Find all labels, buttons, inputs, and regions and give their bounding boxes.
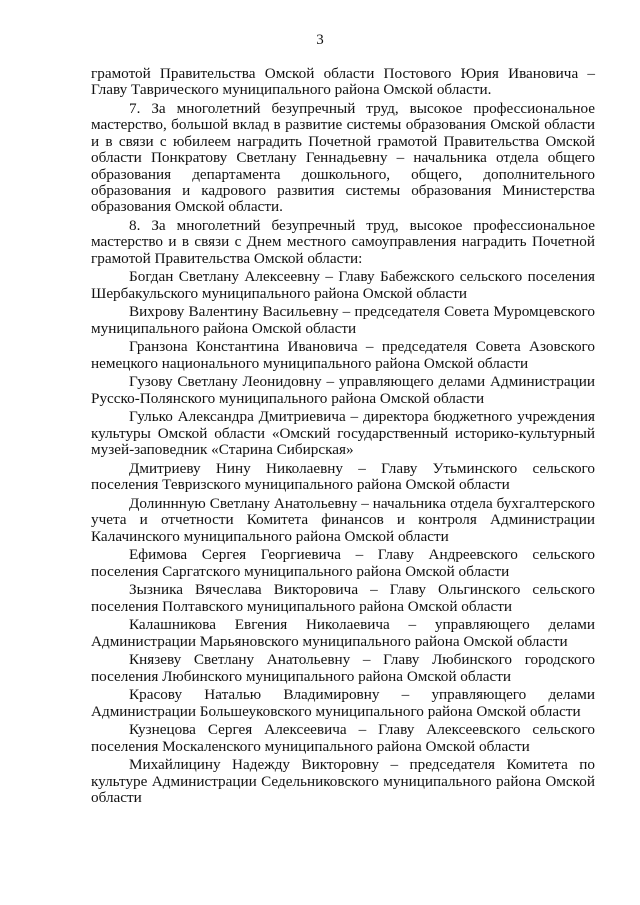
awardee-entry: Зызника Вячеслава Викторовича – Главу Ольгинского сельского поселения Полтавского муниципального района Омской области: [91, 581, 595, 615]
paragraph-item-8: 8. За многолетний безупречный труд, высокое профессиональное мастерство и в связи с Днем местного самоуправления наградить Почетной грамотой Правительства Омской области:: [91, 217, 595, 267]
awardee-entry: Красову Наталью Владимировну – управляющего делами Администрации Большеуковского муниципального района Омской области: [91, 686, 595, 720]
awardee-entry: Кузнецова Сергея Алексеевича – Главу Алексеевского сельского поселения Москаленского муниципального района Омской области: [91, 721, 595, 755]
awardee-entry: Гузову Светлану Леонидовну – управляющего делами Администрации Русско-Полянского муниципального района Омской области: [91, 373, 595, 407]
awardee-entry: Дмитриеву Нину Николаевну – Главу Утьминского сельского поселения Тевризского муниципального района Омской области: [91, 459, 595, 494]
paragraph-item-7: 7. За многолетний безупречный труд, высокое профессиональное мастерство, большой вклад в развитие системы образования Омской области и в связи с юбилеем наградить Почетной грамотой Правительства Омской области Понкратову Светлану Геннадьевну – начальника отдела общего образования департамента дошкольного, общего, дополнительного образования и кадрового развития системы образования Министерства образования Омской области.: [91, 100, 595, 216]
awardee-entry: Гранзона Константина Ивановича – председателя Совета Азовского немецкого национального муниципального района Омской области: [91, 338, 595, 372]
awardee-entry: Богдан Светлану Алексеевну – Главу Бабежского сельского поселения Шербакульского муниципального района Омской области: [91, 268, 595, 302]
awardee-entry: Калашникова Евгения Николаевича – управляющего делами Администрации Марьяновского муниципального района Омской области: [91, 616, 595, 650]
page-number: 3: [316, 32, 324, 48]
awardee-entry: Ефимова Сергея Георгиевича – Главу Андреевского сельского поселения Саргатского муниципального района Омской области: [91, 546, 595, 580]
document-body: [91, 66, 595, 809]
awardee-entry: Вихрову Валентину Васильевну – председателя Совета Муромцевского муниципального района Омской области: [91, 303, 595, 337]
awardee-entry: Князеву Светлану Анатольевну – Главу Любинского городского поселения Любинского муниципального района Омской области: [91, 651, 595, 685]
paragraph-continuation: грамотой Правительства Омской области Постового Юрия Ивановича – Главу Таврического муниципального района Омской области.: [91, 65, 595, 99]
awardee-entry: Долиннную Светлану Анатольевну – начальника отдела бухгалтерского учета и отчетности Комитета финансов и контроля Администрации Калачинского муниципального района Омской области: [91, 494, 595, 545]
awardee-entry: Гулько Александра Дмитриевича – директора бюджетного учреждения культуры Омской области «Омский государственный историко-культурный музей-заповедник «Старина Сибирская»: [91, 408, 595, 459]
awardee-entry: Михайлицину Надежду Викторовну – председателя Комитета по культуре Администрации Седельниковского муниципального района Омской области: [91, 756, 595, 807]
